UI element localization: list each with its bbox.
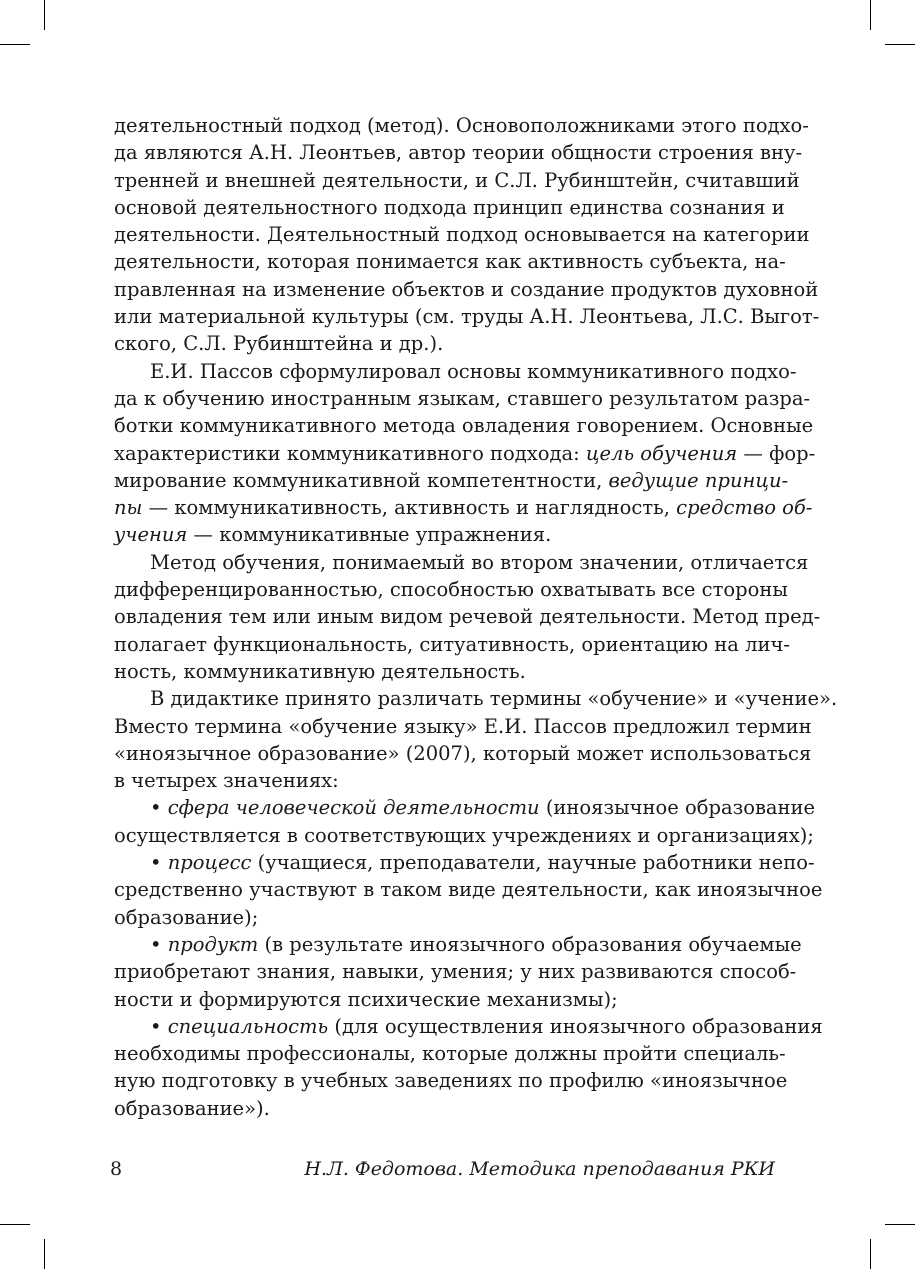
text-line: деятельности. Деятельностный подход основывается на категории — [114, 223, 810, 247]
text-line: овладения тем или иным видом речевой деятельности. Метод пред- — [114, 605, 821, 629]
text-line: да к обучению иностранным языкам, ставшего результатом разра- — [114, 386, 811, 410]
crop-mark — [44, 0, 45, 30]
crop-mark — [870, 0, 871, 30]
text-line: или материальной культуры (см. труды А.Н. Леонтьева, Л.С. Выгот- — [114, 305, 820, 329]
text-line: образование»). — [114, 1096, 270, 1120]
text-run: • — [150, 851, 168, 875]
text-line: ную подготовку в учебных заведениях по профилю «иноязычное — [114, 1069, 788, 1093]
text-line: средственно участвуют в таком виде деятельности, как иноязычное — [114, 878, 823, 902]
text-run: — фор- — [737, 441, 816, 465]
text-line: в четырех значениях: — [114, 769, 339, 793]
text-run: • — [150, 796, 168, 820]
text-line: Метод обучения, понимаемый во втором значении, отличается — [150, 550, 809, 574]
text-line: образование); — [114, 905, 259, 929]
text-line: да являются А.Н. Леонтьев, автор теории общности строения вну- — [114, 141, 803, 165]
italic-term: продукт — [167, 932, 259, 956]
text-line: дифференцированностью, способностью охватывать все стороны — [114, 578, 788, 602]
text-line — [114, 467, 789, 494]
body-text — [114, 112, 838, 1122]
text-run: (в результате иноязычного образования обучаемые — [258, 932, 802, 956]
crop-mark — [0, 44, 30, 45]
italic-term: пы — [114, 496, 143, 520]
text-run: мирование коммуникативной компетентности, — [114, 468, 609, 492]
text-line — [114, 521, 776, 548]
text-line — [114, 849, 815, 876]
italic-term: специальность — [167, 1014, 329, 1038]
crop-mark — [0, 1224, 30, 1225]
crop-mark — [885, 44, 915, 45]
text-line: ского, С.Л. Рубинштейна и др.). — [114, 332, 444, 356]
italic-term: цель обучения — [585, 441, 738, 465]
text-line — [114, 440, 816, 467]
text-line — [114, 794, 816, 821]
text-line: правленная на изменение объектов и создание продуктов духовной — [114, 277, 819, 301]
text-run: (для осуществления иноязычного образования — [328, 1014, 823, 1038]
text-line: деятельности, которая понимается как активность субъекта, на- — [114, 250, 786, 274]
text-line: ности и формируются психические механизмы); — [114, 987, 618, 1011]
text-run: (учащиеся, преподаватели, научные работники непо- — [251, 851, 815, 875]
text-line — [114, 931, 802, 958]
text-line: Вместо термина «обучение языку» Е.И. Пассов предложил термин — [114, 714, 812, 738]
text-line: деятельностный подход (метод). Основоположниками этого подхо- — [114, 114, 809, 137]
text-line — [114, 494, 813, 521]
text-line: Е.И. Пассов сформулировал основы коммуникативного подхо- — [150, 359, 797, 383]
text-line: В дидактике принято различать термины «обучение» и «учение». — [150, 687, 838, 711]
text-line: полагает функциональность, ситуативность, ориентацию на лич- — [114, 632, 790, 656]
text-run: характеристики коммуникативного подхода: — [114, 441, 586, 465]
italic-term: учения — [114, 523, 188, 547]
crop-mark — [870, 1239, 871, 1269]
text-line: ботки коммуникативного метода овладения говорением. Основные — [114, 414, 814, 438]
text-line — [114, 1013, 823, 1040]
text-run: • — [150, 932, 168, 956]
text-line: приобретают знания, навыки, умения; у них развиваются способ- — [114, 960, 797, 984]
text-line: тренней и внешней деятельности, и С.Л. Рубинштейн, считавший — [114, 168, 800, 192]
text-run: — коммуникативные упражнения. — [187, 523, 552, 547]
page-number: 8 — [110, 1158, 123, 1180]
text-line: необходимы профессионалы, которые должны пройти специаль- — [114, 1042, 786, 1066]
text-run: (иноязычное образование — [539, 796, 816, 820]
italic-term: средство об- — [676, 496, 813, 520]
running-footer-title: Н.Л. Федотова. Методика преподавания РКИ — [304, 1158, 775, 1180]
text-line: ность, коммуникативную деятельность. — [114, 659, 526, 683]
italic-term: сфера человеческой деятельности — [167, 796, 540, 820]
crop-mark — [885, 1224, 915, 1225]
text-line: «иноязычное образование» (2007), который может использоваться — [114, 741, 812, 765]
text-line: осуществляется в соответствующих учреждениях и организациях); — [114, 823, 814, 847]
italic-term: ведущие принци- — [608, 468, 789, 492]
italic-term: процесс — [167, 851, 252, 875]
text-run: • — [150, 1014, 168, 1038]
text-line: основой деятельностного подхода принцип единства сознания и — [114, 195, 785, 219]
text-run: — коммуникативность, активность и наглядность, — [142, 496, 677, 520]
crop-mark — [44, 1239, 45, 1269]
